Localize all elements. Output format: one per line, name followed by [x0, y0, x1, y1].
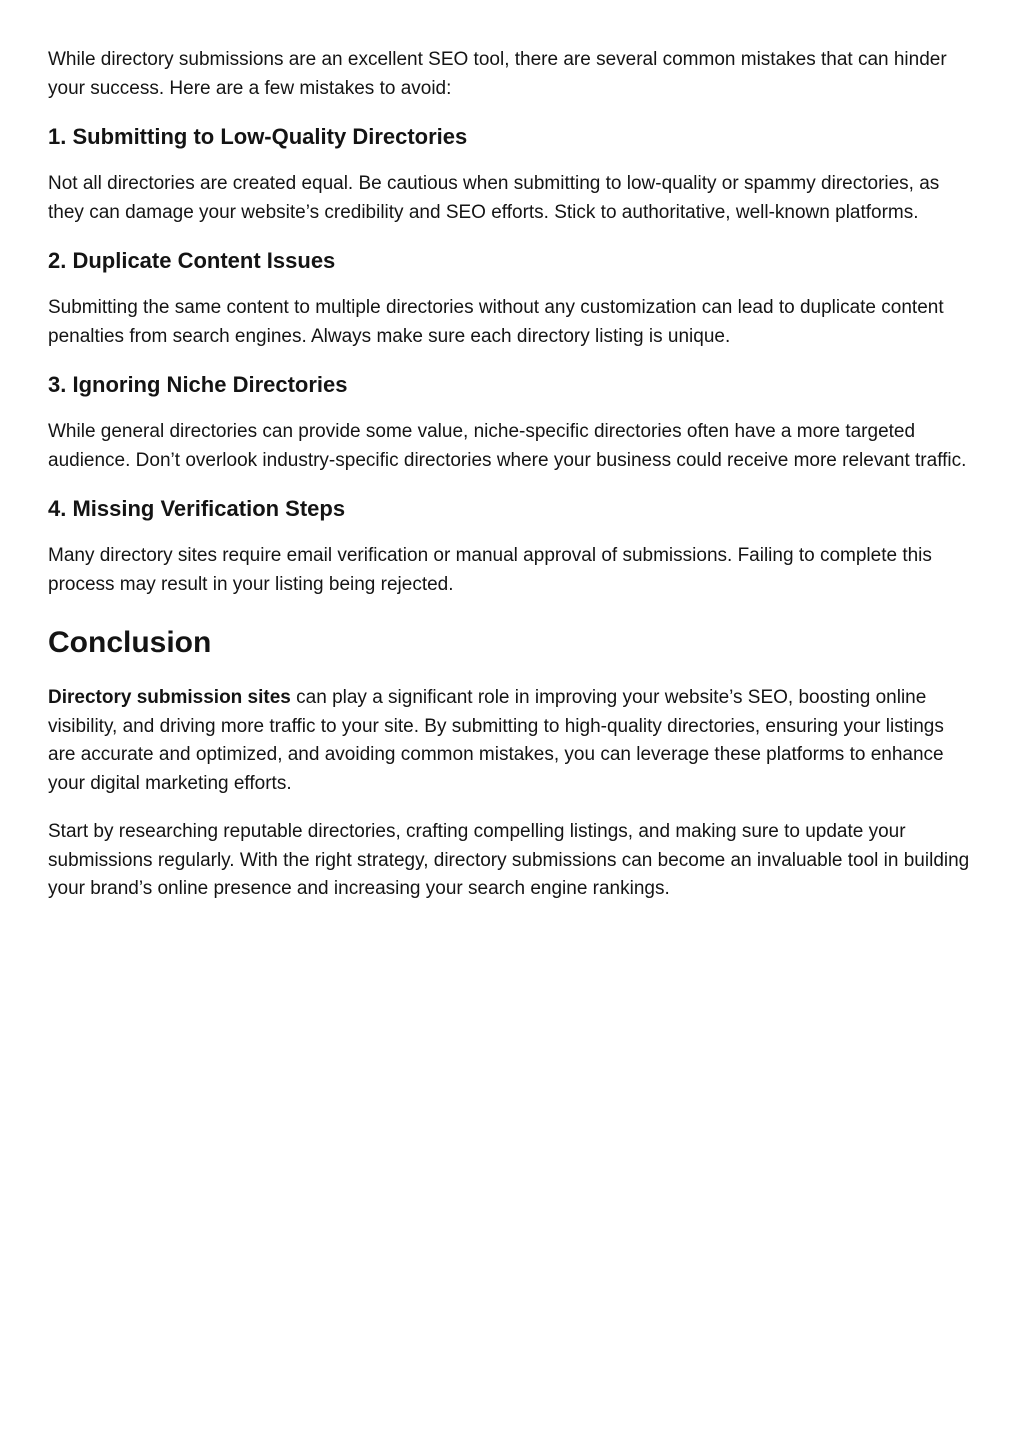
conclusion-paragraph-1-text: can play a significant role in improving your website’s SEO, boosting online visibility, and driving more traffic to your site. By submitting to high-quality directories, ensuring your listings are accurate and optimized, and avoiding common mistakes, you can leverage these platforms to enhance your digital marketing efforts.	[48, 687, 944, 794]
mistake-body-3: While general directories can provide some value, niche-specific directories often have a more targeted audience. Don’t overlook industry-specific directories where your business could receive more relevant traffic.	[48, 421, 967, 471]
mistake-heading-1: 1. Submitting to Low-Quality Directories	[48, 124, 468, 149]
mistake-body-2: Submitting the same content to multiple directories without any customization can lead to duplicate content penalties from search engines. Always make sure each directory listing is unique.	[48, 297, 944, 347]
mistake-body-1: Not all directories are created equal. Be cautious when submitting to low-quality or spammy directories, as they can damage your website’s credibility and SEO efforts. Stick to authoritative, well-known platforms.	[48, 173, 940, 223]
conclusion-paragraph-2: Start by researching reputable directories, crafting compelling listings, and making sure to update your submissions regularly. With the right strategy, directory submissions can become an invaluable tool in building your brand’s online presence and increasing your search engine rankings.	[48, 821, 970, 899]
mistake-section-4	[48, 495, 976, 599]
mistake-heading-2: 2. Duplicate Content Issues	[48, 248, 336, 273]
conclusion-paragraph-1	[48, 684, 976, 798]
mistake-section-2	[48, 247, 976, 351]
mistake-section-1	[48, 123, 976, 227]
intro-paragraph: While directory submissions are an excellent SEO tool, there are several common mistakes that can hinder your success. Here are a few mistakes to avoid:	[48, 49, 947, 99]
conclusion-section	[48, 625, 976, 904]
conclusion-heading: Conclusion	[48, 626, 212, 659]
mistake-body-4: Many directory sites require email verification or manual approval of submissions. Failing to complete this process may result in your listing being rejected.	[48, 545, 932, 595]
directory-submission-sites-term: Directory submission sites	[48, 687, 291, 708]
mistake-section-3	[48, 371, 976, 475]
mistake-heading-4: 4. Missing Verification Steps	[48, 496, 346, 521]
mistake-heading-3: 3. Ignoring Niche Directories	[48, 372, 348, 397]
